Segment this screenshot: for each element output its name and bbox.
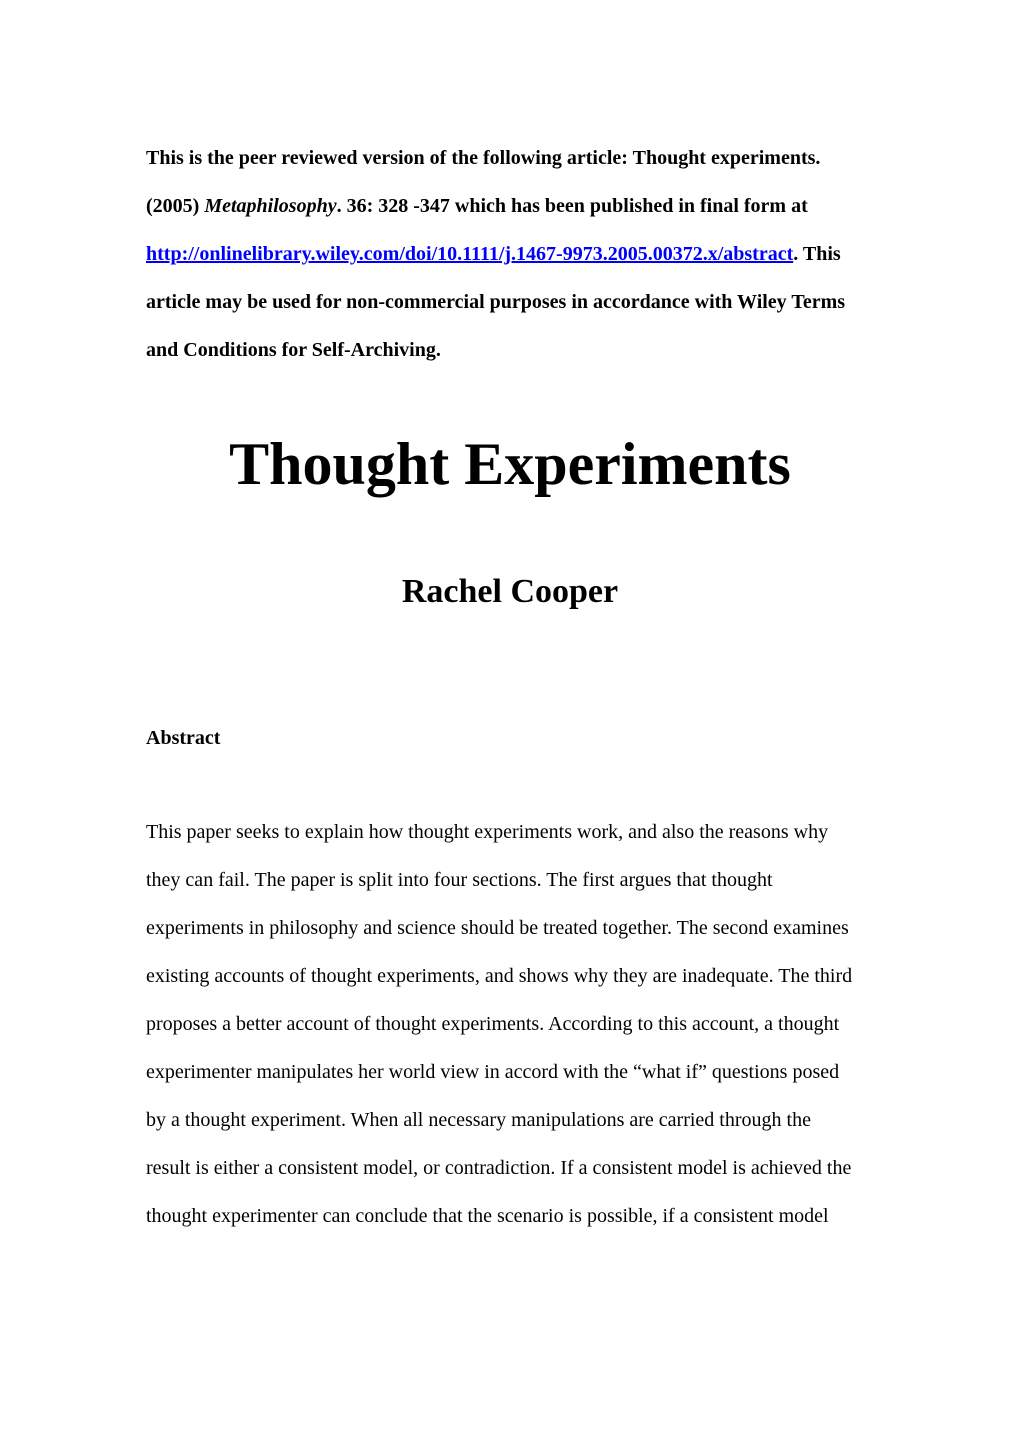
abstract-line: proposes a better account of thought experiments. According to this account, a thought	[146, 1013, 840, 1035]
copyright-notice	[146, 134, 845, 374]
abstract-paragraph	[146, 808, 852, 1240]
notice-line-3-rest: . This	[793, 243, 841, 265]
abstract-line: result is either a consistent model, or contradiction. If a consistent model is achieved the	[146, 1157, 852, 1179]
notice-line-1: This is the peer reviewed version of the following article: Thought experiments.	[146, 147, 821, 169]
notice-line-3	[146, 230, 845, 278]
author-name: Rachel Cooper	[401, 573, 619, 610]
article-url-link[interactable]: http://onlinelibrary.wiley.com/doi/10.1111/j.1467-9973.2005.00372.x/abstract	[146, 243, 794, 265]
notice-line-5: and Conditions for Self-Archiving.	[146, 339, 441, 361]
abstract-line: they can fail. The paper is split into four sections. The first argues that thought	[146, 869, 773, 891]
abstract-heading: Abstract	[146, 727, 221, 749]
paper-title: Thought Experiments	[229, 431, 791, 497]
abstract-line: thought experimenter can conclude that the scenario is possible, if a consistent model	[146, 1205, 829, 1227]
abstract-line: experimenter manipulates her world view in accord with the “what if” questions posed	[146, 1061, 840, 1083]
abstract-line: This paper seeks to explain how thought experiments work, and also the reasons why	[146, 821, 829, 843]
notice-line-2-rest: . 36: 328 -347 which has been published in final form at	[336, 195, 808, 217]
abstract-line: existing accounts of thought experiments, and shows why they are inadequate. The third	[146, 965, 853, 987]
notice-line-2	[146, 182, 845, 230]
abstract-line: by a thought experiment. When all necessary manipulations are carried through the	[146, 1109, 811, 1131]
notice-year: (2005)	[146, 195, 205, 217]
journal-name: Metaphilosophy	[204, 195, 337, 217]
notice-line-4: article may be used for non-commercial purposes in accordance with Wiley Terms	[146, 291, 846, 313]
abstract-line: experiments in philosophy and science should be treated together. The second examines	[146, 917, 849, 939]
